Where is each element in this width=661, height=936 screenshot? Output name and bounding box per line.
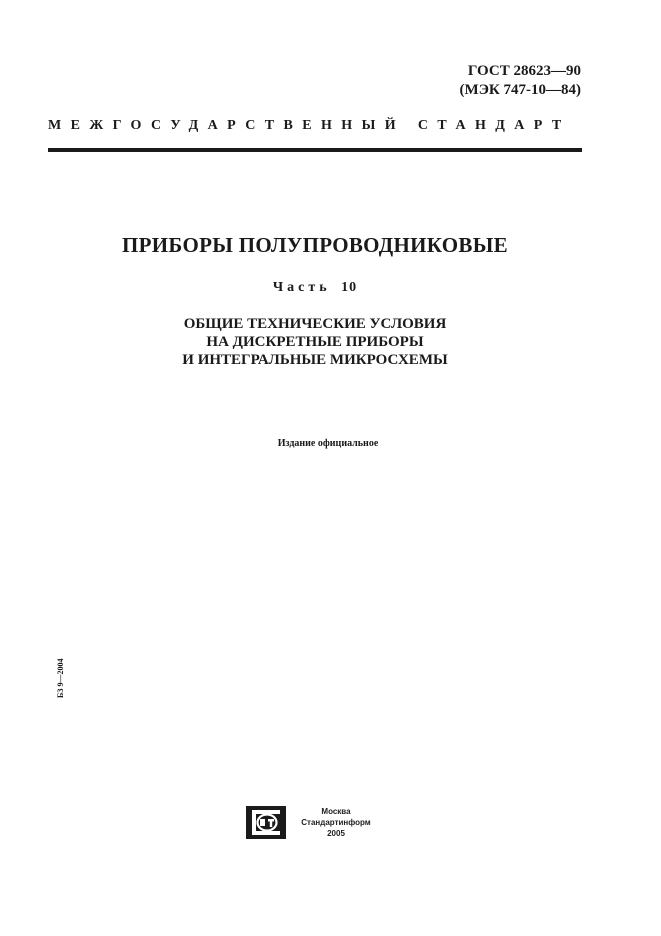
standard-type-heading: МЕЖГОСУДАРСТВЕННЫЙ СТАНДАРТ [48,118,571,133]
document-title: ПРИБОРЫ ПОЛУПРОВОДНИКОВЫЕ [122,233,508,257]
subtitle-line: И ИНТЕГРАЛЬНЫЕ МИКРОСХЕМЫ [182,352,448,368]
iec-number: (МЭК 747-10—84) [459,82,581,98]
gost-number: ГОСТ 28623—90 [467,63,581,79]
publisher-name: Стандартинформ [301,818,371,827]
standard-number-block [460,62,581,100]
subtitle-line: ОБЩИЕ ТЕХНИЧЕСКИЕ УСЛОВИЯ [183,316,447,332]
part-number: 10 [341,280,358,295]
edition-note: Издание официальное [277,438,379,449]
publisher-year: 2005 [327,829,345,838]
part-label: Часть [272,280,331,295]
document-subtitle [0,315,630,369]
header-divider [48,148,582,152]
publisher-city: Москва [321,807,351,816]
publisher-info [296,806,376,839]
standartinform-logo-icon [246,806,286,839]
side-code: БЗ 9—2004 [56,658,65,698]
subtitle-line: НА ДИСКРЕТНЫЕ ПРИБОРЫ [206,334,424,350]
part-heading [0,280,630,296]
